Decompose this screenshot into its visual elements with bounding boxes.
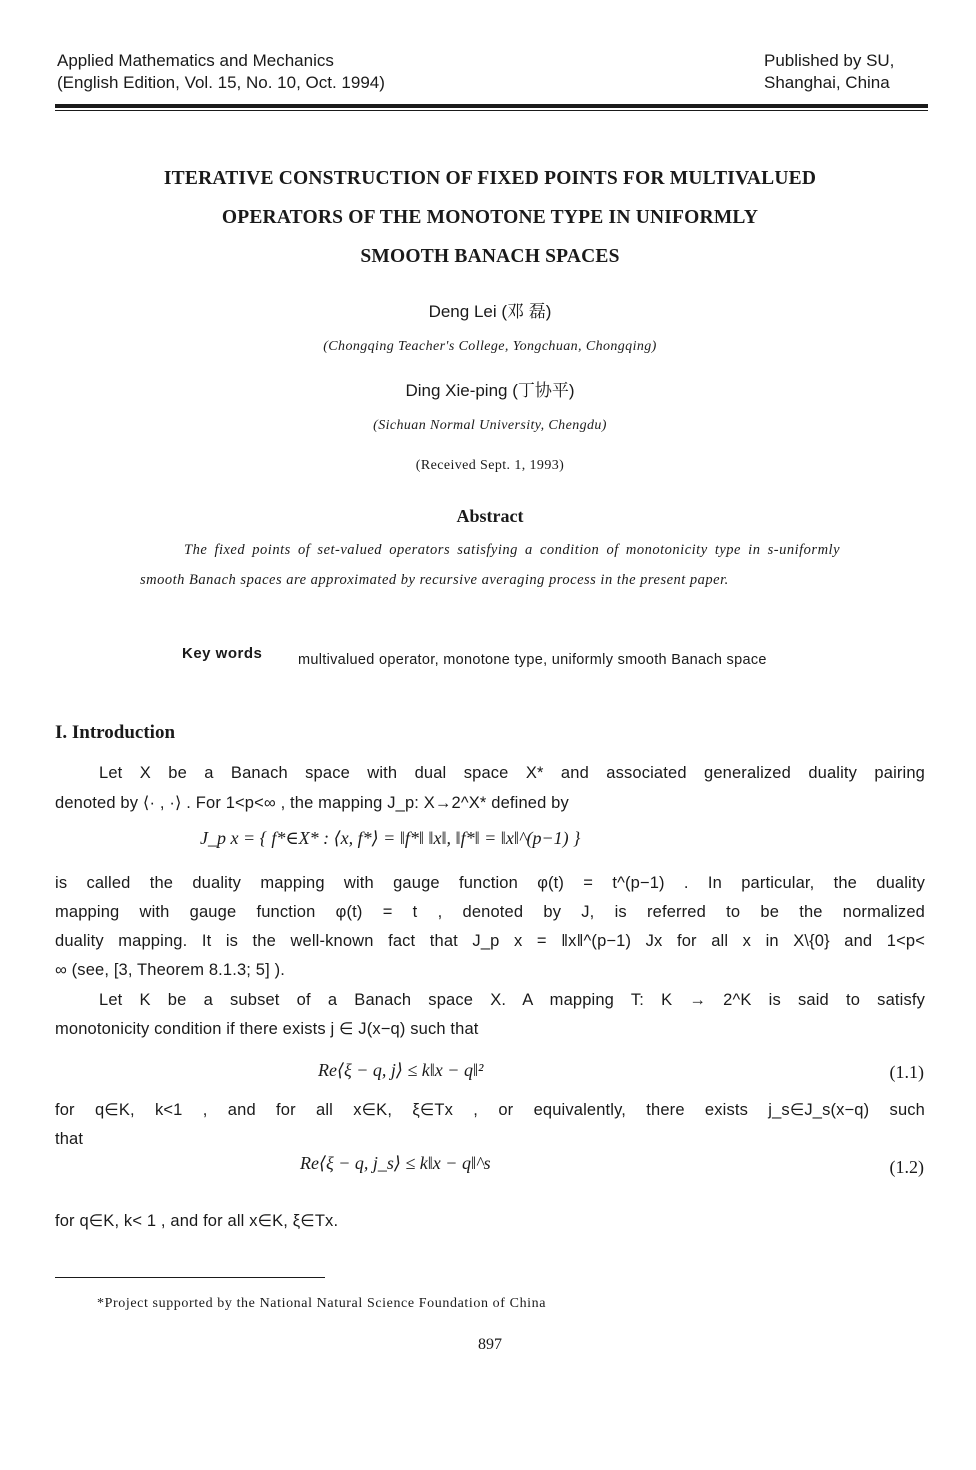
- header-rule-thick: [55, 104, 928, 108]
- keywords-text: multivalued operator, monotone type, uniformly smooth Banach space: [298, 652, 767, 668]
- page-number: 897: [478, 1336, 502, 1353]
- paragraph-2-line-2: monotonicity condition if there exists j ∈ J(x−q) such that: [55, 1020, 479, 1038]
- footnote-rule: [55, 1277, 325, 1278]
- publisher-header: [764, 50, 894, 94]
- paragraph-1-line-4: mapping with gauge function φ(t) = t , denoted by J, is referred to be the normalized: [55, 903, 925, 921]
- footnote-text: *Project supported by the National Natural Science Foundation of China: [97, 1296, 547, 1311]
- paragraph-2-line-1: Let K be a subset of a Banach space X. A mapping T: K → 2^K is said to satisfy: [99, 991, 925, 1009]
- paper-title-line-3: SMOOTH BANACH SPACES: [360, 246, 620, 267]
- paragraph-1-line-5: duality mapping. It is the well-known fact that J_p x = ‖x‖^(p−1) Jx for all x in X\{0} and 1<p<: [55, 932, 925, 950]
- journal-header: [57, 50, 385, 94]
- author-2-name: Ding Xie-ping (丁协平): [405, 381, 575, 400]
- equation-1-1: Re⟨ξ − q, j⟩ ≤ k‖x − q‖²: [318, 1060, 484, 1080]
- abstract-text: The fixed points of set-valued operators satisfying a condition of monotonicity type in s-uniformly smooth Banach spaces are approximated by recursive averaging process in the present paper.: [140, 542, 840, 588]
- paragraph-1-line-3: is called the duality mapping with gauge function φ(t) = t^(p−1) . In particular, the duality: [55, 874, 925, 892]
- journal-edition: (English Edition, Vol. 15, No. 10, Oct. 1994): [57, 73, 385, 92]
- abstract-heading: Abstract: [456, 506, 524, 526]
- journal-name: Applied Mathematics and Mechanics: [57, 51, 334, 70]
- publisher-location: Shanghai, China: [764, 73, 890, 92]
- paragraph-1-line-1: Let X be a Banach space with dual space X* and associated generalized duality pairing: [99, 764, 925, 782]
- author-1-affiliation: (Chongqing Teacher's College, Yongchuan, Chongqing): [323, 339, 657, 354]
- publisher-name: Published by SU,: [764, 51, 895, 70]
- author-2-affiliation: (Sichuan Normal University, Chengdu): [373, 418, 607, 433]
- paragraph-2-line-3: for q∈K, k<1 , and for all x∈K, ξ∈Tx , or equivalently, there exists j_s∈J_s(x−q) such: [55, 1101, 925, 1119]
- received-date: (Received Sept. 1, 1993): [415, 458, 565, 473]
- paper-title-line-1: ITERATIVE CONSTRUCTION OF FIXED POINTS FOR MULTIVALUED: [163, 168, 817, 189]
- duality-mapping-definition: J_p x = { f*∈X* : ⟨x, f*⟩ = ‖f*‖ ‖x‖, ‖f*‖ = ‖x‖^(p−1) }: [200, 828, 581, 848]
- keywords-label: Key words: [182, 645, 263, 662]
- equation-1-1-number: (1.1): [889, 1062, 924, 1082]
- paragraph-2-line-5: for q∈K, k< 1 , and for all x∈K, ξ∈Tx.: [55, 1212, 339, 1230]
- equation-1-2-number: (1.2): [889, 1157, 924, 1177]
- equation-1-2: Re⟨ξ − q, j_s⟩ ≤ k‖x − q‖^s: [300, 1153, 491, 1173]
- author-1-name: Deng Lei (邓 磊): [428, 302, 552, 321]
- paragraph-1-line-2: denoted by ⟨· , ·⟩ . For 1<p<∞ , the mapping J_p: X→2^X* defined by: [55, 794, 569, 812]
- section-heading-introduction: I. Introduction: [55, 722, 176, 743]
- paper-title-line-2: OPERATORS OF THE MONOTONE TYPE IN UNIFORMLY: [221, 207, 759, 228]
- header-rule-thin: [55, 110, 928, 111]
- paragraph-2-line-4: that: [55, 1130, 84, 1148]
- paragraph-1-line-6: ∞ (see, [3, Theorem 8.1.3; 5] ).: [55, 961, 285, 979]
